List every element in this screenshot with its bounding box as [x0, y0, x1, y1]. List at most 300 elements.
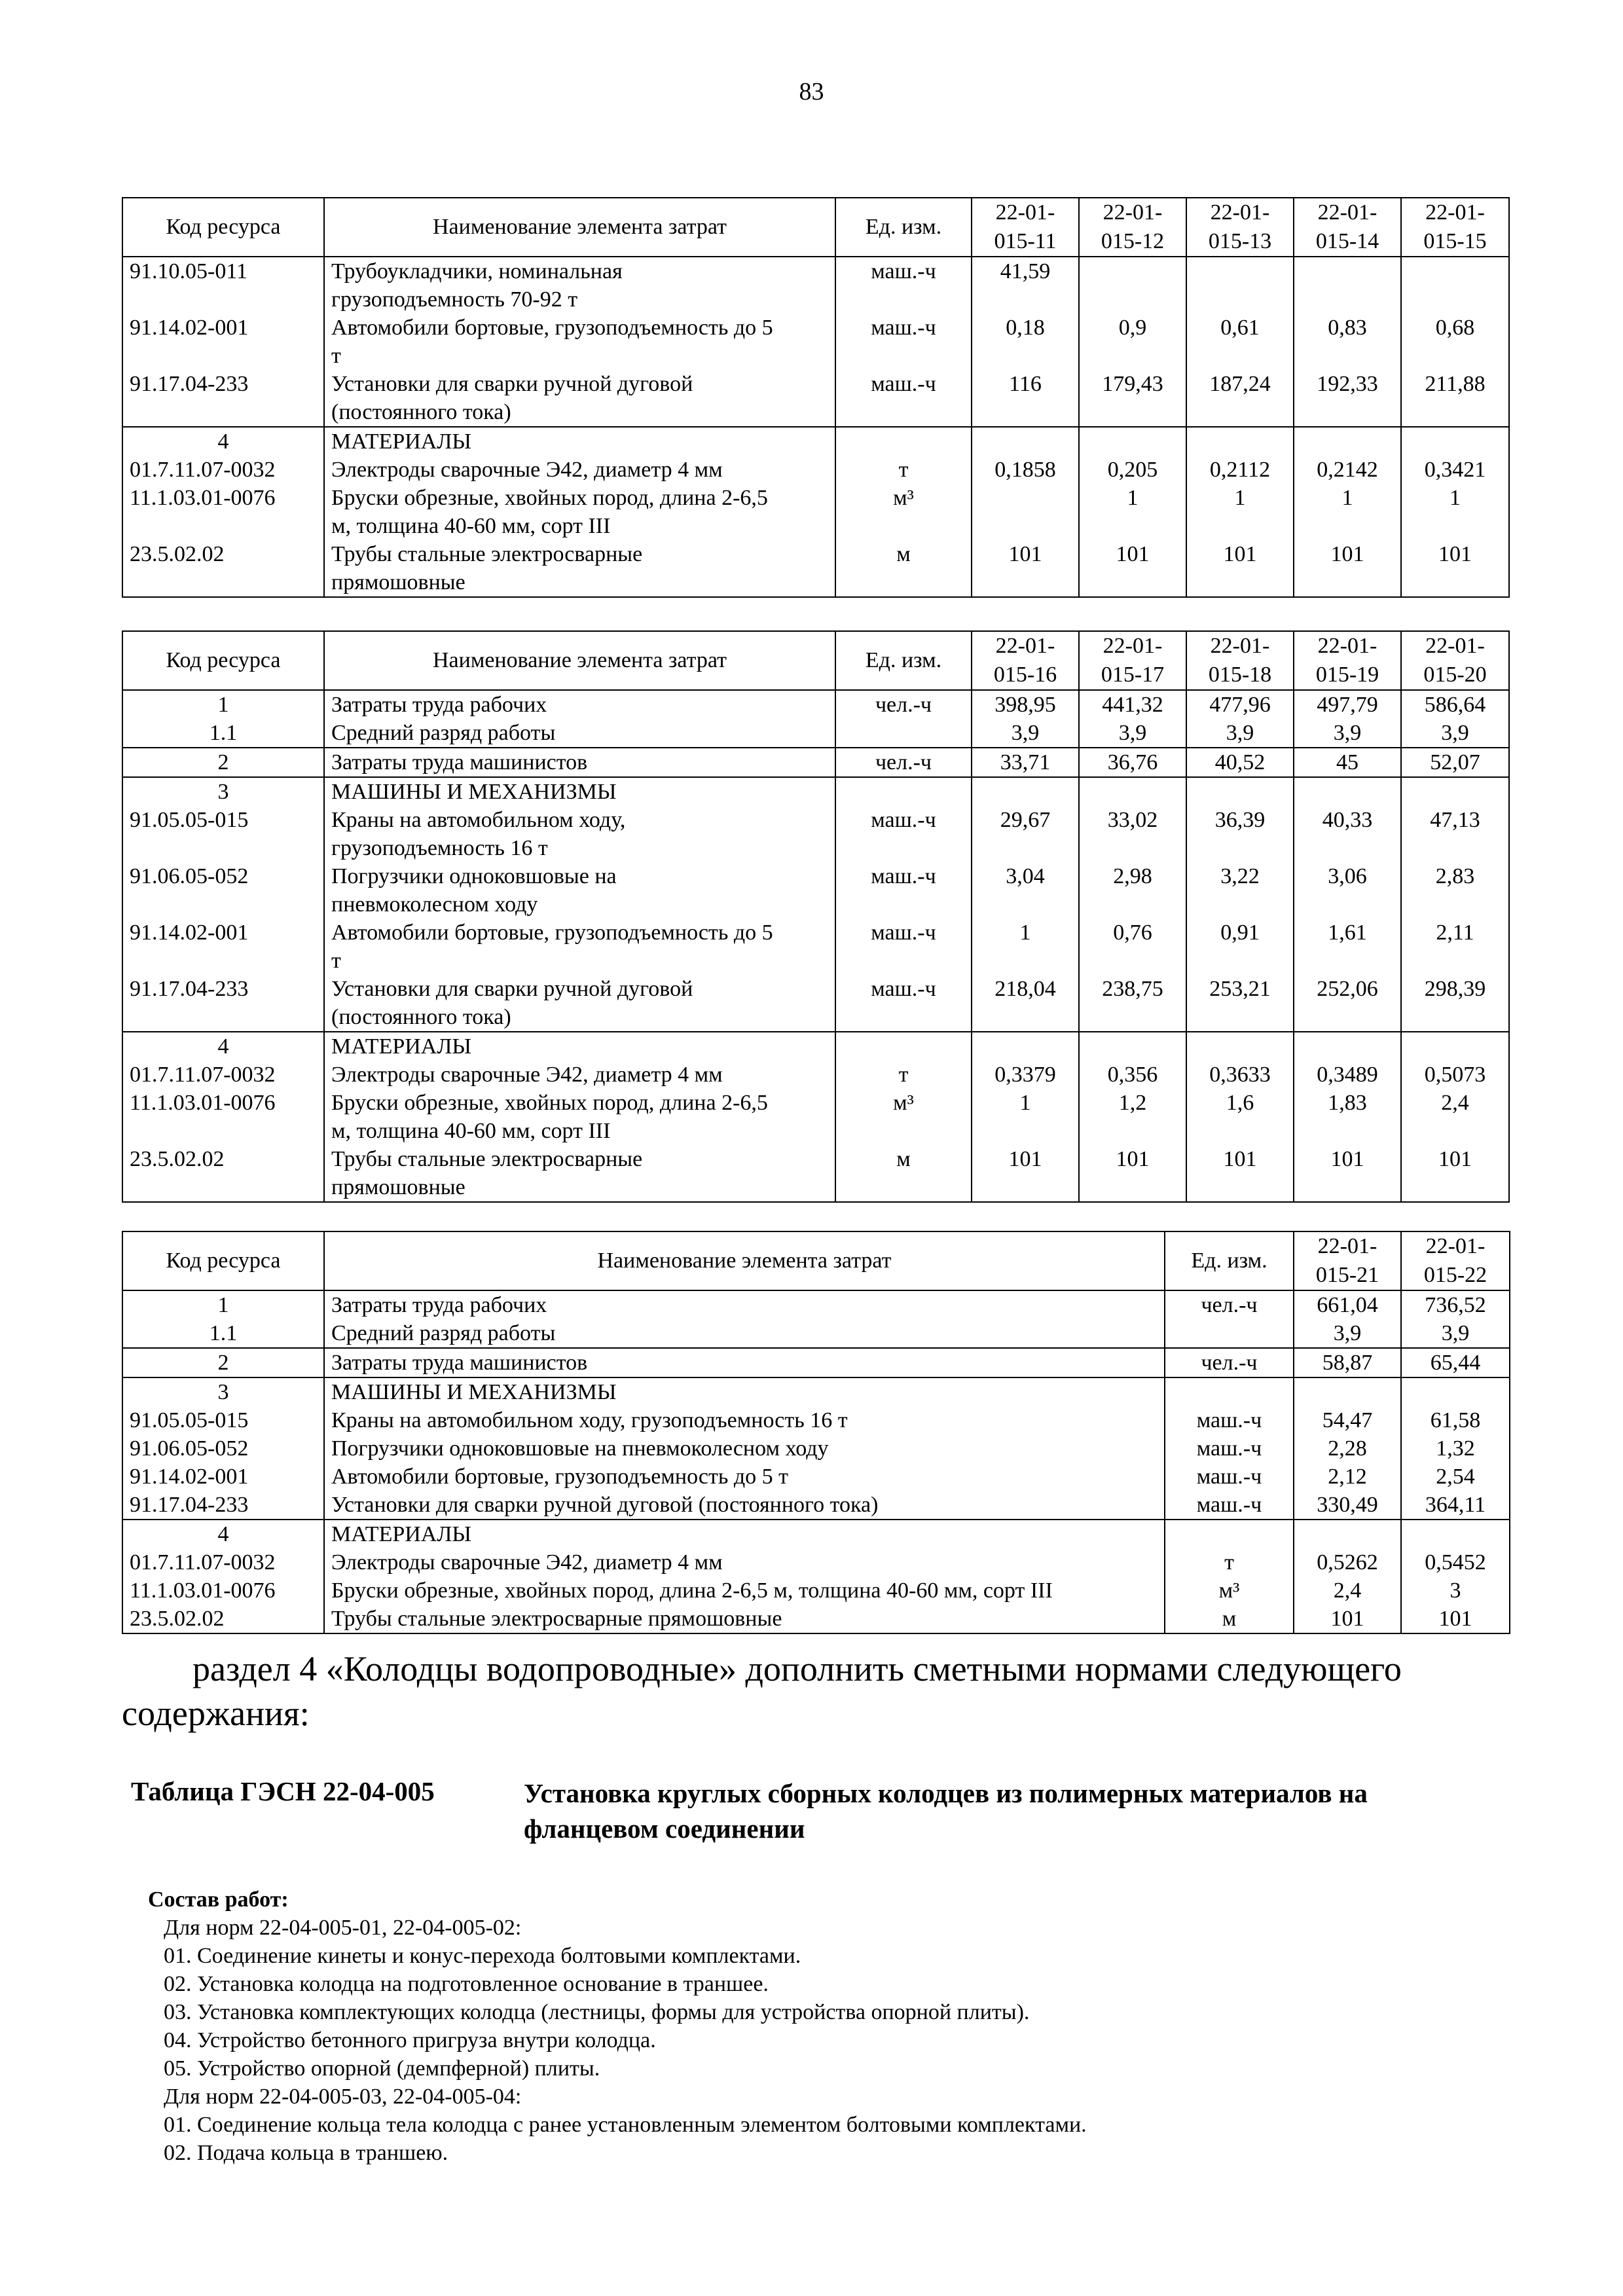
resource-code: 2: [122, 1348, 324, 1377]
resource-unit: маш.-ч: [1165, 1463, 1294, 1491]
norm-value: 0,3489: [1294, 1061, 1401, 1089]
resource-name-line: Электроды сварочные Э42, диаметр 4 мм: [331, 1063, 723, 1087]
norm-value: 3,9: [1294, 1319, 1401, 1348]
norm-value: 218,04: [972, 975, 1079, 1032]
header-norm-code-line: 22-01-: [1210, 634, 1270, 658]
resource-name-line: Трубы стальные электросварные прямошовные: [331, 1607, 782, 1631]
resource-name-line: МАШИНЫ И МЕХАНИЗМЫ: [331, 1380, 617, 1404]
resource-name: [324, 777, 835, 806]
gesn-table-title: Установка круглых сборных колодцев из полимерных материалов на фланцевом соединении: [524, 1778, 1368, 1844]
resource-code: 23.5.02.02: [122, 1145, 324, 1202]
resource-unit: чел.-ч: [835, 690, 972, 719]
norm-value: 0,5073: [1401, 1061, 1509, 1089]
norm-value: 2,28: [1294, 1434, 1401, 1463]
resource-name-line: Бруски обрезные, хвойных пород, длина 2-6,5 м, толщина 40-60 мм, сорт III: [331, 1578, 1053, 1603]
header-norm-code-line: 22-01-: [1425, 200, 1485, 225]
resource-unit: маш.-ч: [835, 806, 972, 862]
resource-table-015-21-22: [122, 1231, 1510, 1634]
resource-name-line: Погрузчики одноковшовые на: [331, 864, 617, 888]
header-norm-code-line: 22-01-: [1317, 200, 1377, 225]
resource-unit: [1165, 1377, 1294, 1406]
table-row: [122, 1548, 1510, 1576]
resource-code: 3: [122, 777, 324, 806]
header-norm-code: [1294, 1231, 1401, 1290]
norm-value: 58,87: [1294, 1348, 1401, 1377]
resource-name: [324, 719, 835, 748]
resource-code: 2: [122, 748, 324, 777]
header-name: Наименование элемента затрат: [324, 631, 835, 690]
header-code: Код ресурса: [122, 198, 324, 257]
norm-value: 0,3421: [1401, 456, 1509, 484]
header-norm-code-line: 22-01-: [1103, 634, 1163, 658]
norm-value: 36,76: [1079, 748, 1186, 777]
norm-value: 0,205: [1079, 456, 1186, 484]
resource-name: [324, 1089, 835, 1145]
resource-name: [324, 1605, 1165, 1633]
resource-unit: маш.-ч: [1165, 1491, 1294, 1520]
resource-name-line: Автомобили бортовые, грузоподъемность до 5: [331, 920, 773, 945]
header-name: Наименование элемента затрат: [324, 198, 835, 257]
resource-name-line: Средний разряд работы: [331, 1321, 556, 1345]
norm-value: [1294, 427, 1401, 456]
norm-value: [1401, 1032, 1509, 1061]
header-norm-code-line: 015-16: [993, 663, 1057, 687]
norm-value: [1401, 1520, 1510, 1548]
work-step: Для норм 22-04-005-03, 22-04-005-04:: [164, 2085, 522, 2109]
norm-value: 192,33: [1294, 370, 1401, 427]
norm-value: 36,39: [1186, 806, 1294, 862]
header-row: [122, 198, 1509, 257]
norm-value: 0,2112: [1186, 456, 1294, 484]
resource-name-line: Установки для сварки ручной дуговой (постоянного тока): [331, 1493, 879, 1517]
header-norm-code-line: 22-01-: [1210, 200, 1270, 225]
group-row: [122, 1520, 1510, 1548]
norm-value: 0,2142: [1294, 456, 1401, 484]
norm-value: 1: [972, 919, 1079, 975]
resource-code: 91.05.05-015: [122, 1406, 324, 1434]
group-row: [122, 427, 1509, 456]
resource-name-line: Автомобили бортовые, грузоподъемность до 5 т: [331, 1465, 789, 1489]
norm-value: 3: [1401, 1576, 1510, 1605]
table-row: [122, 719, 1509, 748]
resource-name-line: грузоподъемность 16 т: [331, 836, 548, 860]
resource-code: 1.1: [122, 719, 324, 748]
norm-value: 101: [1294, 1605, 1401, 1633]
resource-name: [324, 862, 835, 919]
header-norm-code: [1186, 198, 1294, 257]
norm-value: 0,76: [1079, 919, 1186, 975]
header-norm-code: [972, 198, 1079, 257]
resource-unit: чел.-ч: [835, 748, 972, 777]
header-norm-code-line: 015-15: [1423, 229, 1487, 253]
resource-code: 11.1.03.01-0076: [122, 1089, 324, 1145]
norm-value: 0,356: [1079, 1061, 1186, 1089]
table-row: [122, 1348, 1510, 1377]
resource-name-line: Бруски обрезные, хвойных пород, длина 2-6,5: [331, 1091, 768, 1115]
header-norm-code-line: 22-01-: [1425, 634, 1485, 658]
resource-unit: м³: [835, 1089, 972, 1145]
resource-unit: т: [835, 456, 972, 484]
work-step: 02. Подача кольца в траншею.: [164, 2141, 448, 2165]
header-unit: Ед. изм.: [835, 631, 972, 690]
norm-value: 0,18: [972, 314, 1079, 370]
norm-value: 3,06: [1294, 862, 1401, 919]
group-row: [122, 1032, 1509, 1061]
work-step: 01. Соединение кольца тела колодца с ранее установленным элементом болтовыми комплектами.: [164, 2113, 1087, 2137]
resource-unit: [1165, 1520, 1294, 1548]
resource-name: [324, 1520, 1165, 1548]
table-row: [122, 1145, 1509, 1202]
header-norm-code-line: 015-11: [994, 229, 1057, 253]
norm-value: [1186, 257, 1294, 314]
resource-name: [324, 919, 835, 975]
work-composition: [148, 1886, 1087, 2167]
resource-name-line: МАТЕРИАЛЫ: [331, 1034, 472, 1059]
norm-value: 33,02: [1079, 806, 1186, 862]
norm-value: 736,52: [1401, 1290, 1510, 1319]
norm-value: [972, 484, 1079, 540]
resource-code: 1: [122, 1290, 324, 1319]
header-norm-code-line: 015-12: [1101, 229, 1165, 253]
resource-name: [324, 690, 835, 719]
table-row: [122, 484, 1509, 540]
group-row: [122, 777, 1509, 806]
norm-value: 1,32: [1401, 1434, 1510, 1463]
resource-unit: [835, 1032, 972, 1061]
norm-value: 3,9: [1186, 719, 1294, 748]
resource-unit: маш.-ч: [835, 314, 972, 370]
resource-unit: т: [835, 1061, 972, 1089]
table-row: [122, 1576, 1510, 1605]
resource-unit: маш.-ч: [835, 919, 972, 975]
header-code: Код ресурса: [122, 631, 324, 690]
norm-value: 2,54: [1401, 1463, 1510, 1491]
resource-name: [324, 1406, 1165, 1434]
norm-value: 47,13: [1401, 806, 1509, 862]
norm-value: 2,12: [1294, 1463, 1401, 1491]
resource-name-line: Трубы стальные электросварные: [331, 1147, 643, 1171]
table-row: [122, 1290, 1510, 1319]
norm-value: 2,4: [1294, 1576, 1401, 1605]
resource-code: 4: [122, 427, 324, 456]
norm-value: 398,95: [972, 690, 1079, 719]
group-row: [122, 1377, 1510, 1406]
table-row: [122, 806, 1509, 862]
resource-name: [324, 257, 835, 314]
table-row: [122, 540, 1509, 597]
resource-name-line: Краны на автомобильном ходу, грузоподъемность 16 т: [331, 1408, 848, 1432]
header-norm-code: [1401, 631, 1509, 690]
header-norm-code-line: 015-18: [1208, 663, 1272, 687]
norm-value: 1: [1401, 484, 1509, 540]
resource-code: 91.10.05-011: [122, 257, 324, 314]
work-step: 01. Соединение кинеты и конус-перехода болтовыми комплектами.: [164, 1944, 801, 1968]
header-norm-code: [1186, 631, 1294, 690]
resource-code: 01.7.11.07-0032: [122, 1548, 324, 1576]
resource-name: [324, 456, 835, 484]
resource-name-line: грузоподъемность 70-92 т: [331, 287, 578, 312]
norm-value: 45: [1294, 748, 1401, 777]
section-intro: [122, 1647, 1509, 1736]
norm-value: [1294, 1520, 1401, 1548]
work-step: Для норм 22-04-005-01, 22-04-005-02:: [164, 1916, 522, 1940]
gesn-table-label: Таблица ГЭСН 22-04-005: [131, 1776, 435, 1806]
norm-value: 52,07: [1401, 748, 1509, 777]
header-norm-code-line: 015-17: [1101, 663, 1165, 687]
resource-unit: т: [1165, 1548, 1294, 1576]
resource-name: [324, 370, 835, 427]
norm-value: 33,71: [972, 748, 1079, 777]
resource-name: [324, 1145, 835, 1202]
norm-value: 1,83: [1294, 1089, 1401, 1145]
resource-code: 91.14.02-001: [122, 1463, 324, 1491]
header-norm-code-line: 015-14: [1315, 229, 1379, 253]
resource-name: [324, 1290, 1165, 1319]
table-row: [122, 1406, 1510, 1434]
norm-value: 54,47: [1294, 1406, 1401, 1434]
resource-name: [324, 1348, 1165, 1377]
table-row: [122, 1605, 1510, 1633]
norm-value: 65,44: [1401, 1348, 1510, 1377]
resource-code: 91.17.04-233: [122, 370, 324, 427]
norm-value: 0,91: [1186, 919, 1294, 975]
resource-unit: [835, 427, 972, 456]
norm-value: 101: [1079, 540, 1186, 597]
norm-value: 0,5262: [1294, 1548, 1401, 1576]
resource-name-line: Электроды сварочные Э42, диаметр 4 мм: [331, 1550, 723, 1575]
header-unit: Ед. изм.: [1165, 1231, 1294, 1290]
resource-name-line: (постоянного тока): [331, 400, 511, 424]
resource-unit: маш.-ч: [835, 975, 972, 1032]
resource-table-015-16-20: [122, 630, 1510, 1203]
resource-name-line: (постоянного тока): [331, 1005, 511, 1029]
norm-value: 0,68: [1401, 314, 1509, 370]
resource-code: 1.1: [122, 1319, 324, 1348]
norm-value: 101: [1186, 1145, 1294, 1202]
resource-name: [324, 806, 835, 862]
resource-unit: чел.-ч: [1165, 1290, 1294, 1319]
resource-name: [324, 1377, 1165, 1406]
resource-code: 91.05.05-015: [122, 806, 324, 862]
norm-value: 0,3633: [1186, 1061, 1294, 1089]
resource-name: [324, 1548, 1165, 1576]
norm-value: [1079, 1032, 1186, 1061]
header-code: Код ресурса: [122, 1231, 324, 1290]
header-row: [122, 631, 1509, 690]
resource-name-line: м, толщина 40-60 мм, сорт III: [331, 514, 611, 538]
norm-value: 40,33: [1294, 806, 1401, 862]
header-name: Наименование элемента затрат: [324, 1231, 1165, 1290]
resource-name: [324, 748, 835, 777]
norm-value: [1079, 257, 1186, 314]
norm-value: 252,06: [1294, 975, 1401, 1032]
resource-unit: м: [1165, 1605, 1294, 1633]
norm-value: 1: [1186, 484, 1294, 540]
header-norm-code-line: 22-01-: [1317, 634, 1377, 658]
norm-value: 3,9: [972, 719, 1079, 748]
header-norm-code-line: 22-01-: [1103, 200, 1163, 225]
header-row: [122, 1231, 1510, 1290]
resource-name-line: прямошовные: [331, 570, 465, 594]
header-norm-code-line: 015-22: [1423, 1263, 1487, 1287]
resource-name: [324, 1491, 1165, 1520]
resource-name-line: Краны на автомобильном ходу,: [331, 808, 626, 832]
table-row: [122, 690, 1509, 719]
resource-name-line: т: [331, 344, 341, 368]
header-norm-code-line: 22-01-: [1425, 1234, 1486, 1258]
resource-unit: маш.-ч: [1165, 1434, 1294, 1463]
table-row: [122, 1463, 1510, 1491]
resource-name-line: Затраты труда машинистов: [331, 1351, 588, 1375]
resource-code: 91.17.04-233: [122, 975, 324, 1032]
norm-value: 179,43: [1079, 370, 1186, 427]
norm-value: 3,04: [972, 862, 1079, 919]
norm-value: [1186, 1032, 1294, 1061]
header-norm-code-line: 22-01-: [995, 200, 1055, 225]
header-norm-code: [972, 631, 1079, 690]
header-norm-code-line: 015-20: [1423, 663, 1487, 687]
norm-value: 61,58: [1401, 1406, 1510, 1434]
norm-value: [1294, 1377, 1401, 1406]
norm-value: 101: [1401, 1605, 1510, 1633]
resource-name-line: Затраты труда машинистов: [331, 750, 588, 774]
norm-value: 2,4: [1401, 1089, 1509, 1145]
norm-value: 187,24: [1186, 370, 1294, 427]
norm-value: [1401, 257, 1509, 314]
norm-value: [1186, 427, 1294, 456]
resource-name: [324, 427, 835, 456]
resource-name-line: Электроды сварочные Э42, диаметр 4 мм: [331, 458, 723, 482]
resource-name: [324, 1061, 835, 1089]
norm-value: 3,9: [1294, 719, 1401, 748]
norm-value: 0,1858: [972, 456, 1079, 484]
table-row: [122, 314, 1509, 370]
resource-name-line: Трубы стальные электросварные: [331, 542, 643, 566]
resource-unit: [835, 719, 972, 748]
resource-unit: м: [835, 1145, 972, 1202]
norm-value: 1: [972, 1089, 1079, 1145]
norm-value: 3,22: [1186, 862, 1294, 919]
resource-name-line: Автомобили бортовые, грузоподъемность до 5: [331, 316, 773, 340]
resource-code: 23.5.02.02: [122, 1605, 324, 1633]
work-composition-title: Состав работ:: [148, 1887, 289, 1912]
norm-value: 238,75: [1079, 975, 1186, 1032]
resource-name-line: Трубоукладчики, номинальная: [331, 259, 623, 283]
resource-name: [324, 1463, 1165, 1491]
resource-name: [324, 484, 835, 540]
resource-code: 91.14.02-001: [122, 314, 324, 370]
resource-unit: маш.-ч: [835, 370, 972, 427]
resource-name: [324, 1576, 1165, 1605]
resource-name: [324, 540, 835, 597]
resource-name-line: прямошовные: [331, 1175, 465, 1199]
header-norm-code: [1294, 631, 1401, 690]
resource-name-line: Бруски обрезные, хвойных пород, длина 2-6,5: [331, 486, 768, 510]
norm-value: 364,11: [1401, 1491, 1510, 1520]
resource-code: 91.17.04-233: [122, 1491, 324, 1520]
resource-name: [324, 1319, 1165, 1348]
norm-value: 0,5452: [1401, 1548, 1510, 1576]
resource-code: 1: [122, 690, 324, 719]
norm-value: [1401, 427, 1509, 456]
norm-value: 116: [972, 370, 1079, 427]
norm-value: [1294, 1032, 1401, 1061]
norm-value: 101: [1294, 540, 1401, 597]
header-norm-code-line: 015-19: [1315, 663, 1379, 687]
norm-value: [1401, 1377, 1510, 1406]
norm-value: 3,9: [1401, 1319, 1510, 1348]
norm-value: [1079, 777, 1186, 806]
header-norm-code: [1079, 631, 1186, 690]
norm-value: 3,9: [1079, 719, 1186, 748]
table-row: [122, 257, 1509, 314]
norm-value: 3,9: [1401, 719, 1509, 748]
resource-unit: [1165, 1319, 1294, 1348]
resource-unit: маш.-ч: [1165, 1406, 1294, 1434]
norm-value: [1079, 427, 1186, 456]
header-norm-code: [1294, 198, 1401, 257]
work-step: 02. Установка колодца на подготовленное основание в траншее.: [164, 1972, 769, 1996]
resource-code: 91.06.05-052: [122, 1434, 324, 1463]
norm-value: 101: [1294, 1145, 1401, 1202]
resource-unit: чел.-ч: [1165, 1348, 1294, 1377]
header-norm-code: [1401, 1231, 1510, 1290]
norm-value: [972, 427, 1079, 456]
resource-code: 4: [122, 1520, 324, 1548]
table-row: [122, 919, 1509, 975]
table-row: [122, 1089, 1509, 1145]
resource-name-line: Погрузчики одноковшовые на пневмоколесном ходу: [331, 1436, 829, 1461]
norm-value: 101: [1401, 540, 1509, 597]
resource-unit: м³: [1165, 1576, 1294, 1605]
resource-name-line: Затраты труда рабочих: [331, 693, 547, 717]
norm-value: 2,83: [1401, 862, 1509, 919]
resource-name: [324, 1032, 835, 1061]
resource-unit: м: [835, 540, 972, 597]
norm-value: 1: [1294, 484, 1401, 540]
norm-value: 0,61: [1186, 314, 1294, 370]
header-norm-code-line: 22-01-: [1317, 1234, 1377, 1258]
norm-value: 211,88: [1401, 370, 1509, 427]
norm-value: 298,39: [1401, 975, 1509, 1032]
table-row: [122, 748, 1509, 777]
resource-code: 3: [122, 1377, 324, 1406]
norm-value: 253,21: [1186, 975, 1294, 1032]
resource-name-line: Затраты труда рабочих: [331, 1293, 547, 1317]
work-step: 03. Установка комплектующих колодца (лестницы, формы для устройства опорной плиты).: [164, 2000, 1030, 2024]
norm-value: 497,79: [1294, 690, 1401, 719]
norm-value: 1,6: [1186, 1089, 1294, 1145]
resource-unit: маш.-ч: [835, 862, 972, 919]
norm-value: [972, 777, 1079, 806]
resource-code: 11.1.03.01-0076: [122, 1576, 324, 1605]
norm-value: 41,59: [972, 257, 1079, 314]
norm-value: 2,11: [1401, 919, 1509, 975]
resource-name-line: Средний разряд работы: [331, 721, 556, 745]
resource-name-line: МАТЕРИАЛЫ: [331, 429, 472, 454]
resource-code: 01.7.11.07-0032: [122, 1061, 324, 1089]
norm-value: 29,67: [972, 806, 1079, 862]
resource-name-line: МАШИНЫ И МЕХАНИЗМЫ: [331, 780, 617, 804]
norm-value: 0,3379: [972, 1061, 1079, 1089]
norm-value: [1294, 257, 1401, 314]
resource-code: 4: [122, 1032, 324, 1061]
resource-code: 91.06.05-052: [122, 862, 324, 919]
header-norm-code-line: 015-21: [1315, 1263, 1379, 1287]
table-row: [122, 1491, 1510, 1520]
table-row: [122, 1061, 1509, 1089]
header-norm-code: [1079, 198, 1186, 257]
